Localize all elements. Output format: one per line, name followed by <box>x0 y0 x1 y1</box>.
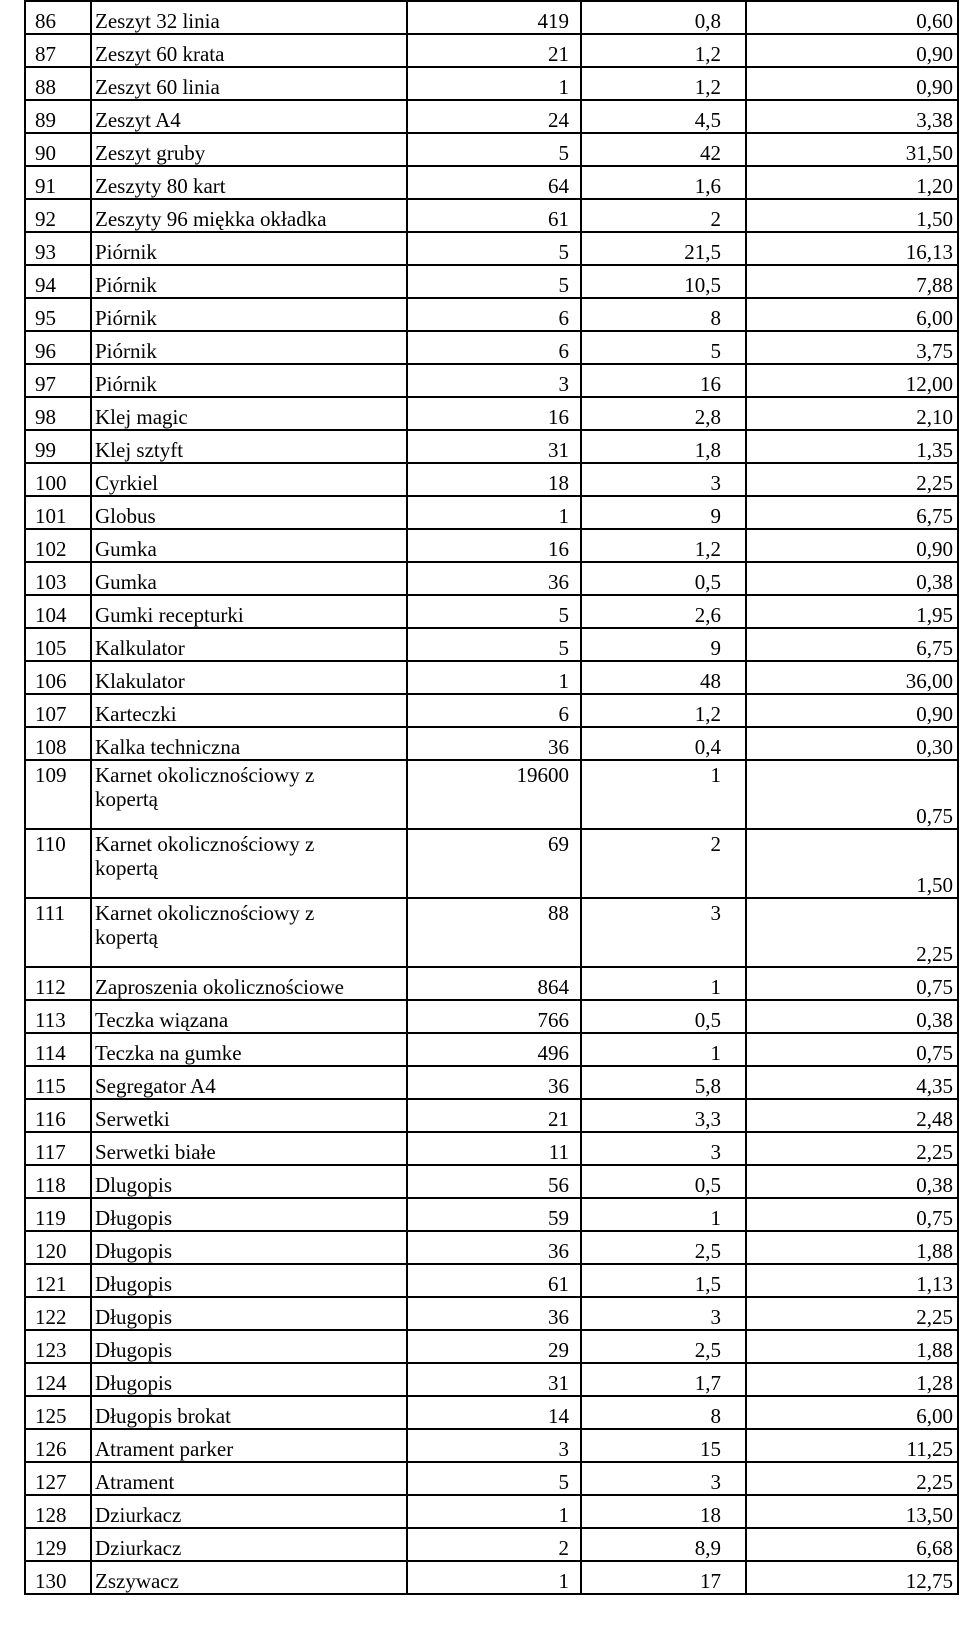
item-name-cell: Dlugopis <box>91 1165 407 1198</box>
quantity-cell: 36 <box>407 1231 581 1264</box>
table-row <box>25 967 958 1000</box>
total-cell: 11,25 <box>746 1429 958 1462</box>
unit-price-cell: 21,5 <box>581 232 746 265</box>
total-cell: 0,60 <box>746 1 958 34</box>
quantity-cell: 5 <box>407 265 581 298</box>
quantity-cell: 3 <box>407 1429 581 1462</box>
unit-price-cell: 1,6 <box>581 166 746 199</box>
quantity-cell: 19600 <box>407 760 581 829</box>
quantity-cell: 3 <box>407 364 581 397</box>
item-name-cell: Serwetki białe <box>91 1132 407 1165</box>
item-name-cell: Serwetki <box>91 1099 407 1132</box>
item-name-cell: Piórnik <box>91 298 407 331</box>
unit-price-cell: 2 <box>581 829 746 898</box>
row-number-cell: 118 <box>25 1165 91 1198</box>
row-number-cell: 122 <box>25 1297 91 1330</box>
table-row <box>25 1 958 34</box>
quantity-cell: 69 <box>407 829 581 898</box>
item-name-cell: Teczka na gumke <box>91 1033 407 1066</box>
item-name-cell <box>91 760 407 829</box>
item-name-cell: Karteczki <box>91 694 407 727</box>
quantity-cell: 1 <box>407 67 581 100</box>
item-name-cell: Klej sztyft <box>91 430 407 463</box>
quantity-cell: 36 <box>407 1066 581 1099</box>
item-name-line-2: kopertą <box>95 856 158 880</box>
unit-price-cell: 5 <box>581 331 746 364</box>
row-number-cell: 111 <box>25 898 91 967</box>
total-cell: 0,75 <box>746 760 958 829</box>
total-cell: 3,75 <box>746 331 958 364</box>
unit-price-cell: 18 <box>581 1495 746 1528</box>
quantity-cell: 5 <box>407 595 581 628</box>
quantity-cell: 36 <box>407 562 581 595</box>
total-cell: 2,25 <box>746 1462 958 1495</box>
quantity-cell: 14 <box>407 1396 581 1429</box>
table-row <box>25 496 958 529</box>
unit-price-cell: 3 <box>581 1297 746 1330</box>
quantity-cell: 36 <box>407 727 581 760</box>
row-number-cell: 126 <box>25 1429 91 1462</box>
table-row <box>25 1066 958 1099</box>
table-body <box>25 1 958 1594</box>
quantity-cell: 88 <box>407 898 581 967</box>
total-cell: 36,00 <box>746 661 958 694</box>
total-cell: 2,25 <box>746 463 958 496</box>
unit-price-cell: 3 <box>581 463 746 496</box>
row-number-cell: 99 <box>25 430 91 463</box>
unit-price-cell: 0,8 <box>581 1 746 34</box>
item-name-cell: Kalkulator <box>91 628 407 661</box>
item-name-cell: Segregator A4 <box>91 1066 407 1099</box>
unit-price-cell: 15 <box>581 1429 746 1462</box>
unit-price-cell: 9 <box>581 496 746 529</box>
unit-price-cell: 9 <box>581 628 746 661</box>
row-number-cell: 88 <box>25 67 91 100</box>
unit-price-cell: 2,8 <box>581 397 746 430</box>
unit-price-cell: 0,5 <box>581 562 746 595</box>
quantity-cell: 5 <box>407 232 581 265</box>
item-name-cell: Klakulator <box>91 661 407 694</box>
quantity-cell: 31 <box>407 1363 581 1396</box>
total-cell: 6,75 <box>746 496 958 529</box>
row-number-cell: 117 <box>25 1132 91 1165</box>
item-name-line-2: kopertą <box>95 925 158 949</box>
table-row <box>25 1165 958 1198</box>
quantity-cell: 6 <box>407 694 581 727</box>
table-row <box>25 1396 958 1429</box>
unit-price-cell: 16 <box>581 364 746 397</box>
quantity-cell: 5 <box>407 1462 581 1495</box>
item-name-cell: Zeszyty 96 miękka okładka <box>91 199 407 232</box>
unit-price-cell: 1 <box>581 1033 746 1066</box>
item-name-line-1: Karnet okolicznościowy z <box>95 763 315 787</box>
unit-price-cell: 1,7 <box>581 1363 746 1396</box>
unit-price-cell: 0,5 <box>581 1000 746 1033</box>
unit-price-cell: 8,9 <box>581 1528 746 1561</box>
table-row <box>25 100 958 133</box>
unit-price-cell: 3 <box>581 1462 746 1495</box>
total-cell: 6,68 <box>746 1528 958 1561</box>
row-number-cell: 90 <box>25 133 91 166</box>
quantity-cell: 36 <box>407 1297 581 1330</box>
item-name-cell: Zeszyt 60 linia <box>91 67 407 100</box>
unit-price-cell: 4,5 <box>581 100 746 133</box>
item-name-cell: Cyrkiel <box>91 463 407 496</box>
item-name-cell: Gumka <box>91 529 407 562</box>
item-name-cell: Dziurkacz <box>91 1495 407 1528</box>
table-row <box>25 661 958 694</box>
row-number-cell: 110 <box>25 829 91 898</box>
item-name-cell: Zeszyt 32 linia <box>91 1 407 34</box>
unit-price-cell: 2,6 <box>581 595 746 628</box>
item-name-cell <box>91 829 407 898</box>
quantity-cell: 5 <box>407 133 581 166</box>
table-row <box>25 1000 958 1033</box>
quantity-cell: 864 <box>407 967 581 1000</box>
total-cell: 2,10 <box>746 397 958 430</box>
table-row <box>25 232 958 265</box>
total-cell: 1,13 <box>746 1264 958 1297</box>
row-number-cell: 104 <box>25 595 91 628</box>
table-row <box>25 1561 958 1594</box>
quantity-cell: 1 <box>407 1495 581 1528</box>
row-number-cell: 124 <box>25 1363 91 1396</box>
row-number-cell: 109 <box>25 760 91 829</box>
table-row <box>25 595 958 628</box>
item-name-cell: Zeszyt A4 <box>91 100 407 133</box>
quantity-cell: 21 <box>407 1099 581 1132</box>
total-cell: 2,25 <box>746 898 958 967</box>
total-cell: 0,90 <box>746 529 958 562</box>
item-name-cell: Długopis <box>91 1363 407 1396</box>
row-number-cell: 113 <box>25 1000 91 1033</box>
total-cell: 12,75 <box>746 1561 958 1594</box>
table-row <box>25 1330 958 1363</box>
quantity-cell: 11 <box>407 1132 581 1165</box>
total-cell: 0,90 <box>746 694 958 727</box>
total-cell: 1,50 <box>746 829 958 898</box>
table-row <box>25 1264 958 1297</box>
total-cell: 0,38 <box>746 562 958 595</box>
total-cell: 1,28 <box>746 1363 958 1396</box>
quantity-cell: 18 <box>407 463 581 496</box>
unit-price-cell: 10,5 <box>581 265 746 298</box>
item-name-cell: Zeszyt 60 krata <box>91 34 407 67</box>
quantity-cell: 5 <box>407 628 581 661</box>
unit-price-cell: 1,2 <box>581 694 746 727</box>
unit-price-cell: 1 <box>581 967 746 1000</box>
row-number-cell: 125 <box>25 1396 91 1429</box>
table-row <box>25 1132 958 1165</box>
item-name-cell: Zeszyty 80 kart <box>91 166 407 199</box>
total-cell: 0,90 <box>746 34 958 67</box>
row-number-cell: 105 <box>25 628 91 661</box>
item-name-cell: Długopis <box>91 1231 407 1264</box>
total-cell: 2,48 <box>746 1099 958 1132</box>
unit-price-cell: 3 <box>581 898 746 967</box>
quantity-cell: 6 <box>407 298 581 331</box>
quantity-cell: 29 <box>407 1330 581 1363</box>
unit-price-cell: 1,2 <box>581 34 746 67</box>
row-number-cell: 93 <box>25 232 91 265</box>
unit-price-cell: 8 <box>581 1396 746 1429</box>
row-number-cell: 108 <box>25 727 91 760</box>
table-row <box>25 898 958 967</box>
item-name-cell: Dziurkacz <box>91 1528 407 1561</box>
row-number-cell: 107 <box>25 694 91 727</box>
row-number-cell: 97 <box>25 364 91 397</box>
row-number-cell: 116 <box>25 1099 91 1132</box>
quantity-cell: 2 <box>407 1528 581 1561</box>
row-number-cell: 92 <box>25 199 91 232</box>
total-cell: 2,25 <box>746 1132 958 1165</box>
table-row <box>25 829 958 898</box>
quantity-cell: 419 <box>407 1 581 34</box>
table-row <box>25 529 958 562</box>
item-name-cell: Atrament parker <box>91 1429 407 1462</box>
row-number-cell: 91 <box>25 166 91 199</box>
table-row <box>25 463 958 496</box>
table-row <box>25 430 958 463</box>
total-cell: 7,88 <box>746 265 958 298</box>
price-table <box>24 0 959 1595</box>
unit-price-cell: 42 <box>581 133 746 166</box>
item-name-cell: Globus <box>91 496 407 529</box>
unit-price-cell: 0,5 <box>581 1165 746 1198</box>
item-name-cell: Klej magic <box>91 397 407 430</box>
row-number-cell: 86 <box>25 1 91 34</box>
total-cell: 0,75 <box>746 1198 958 1231</box>
item-name-cell: Gumka <box>91 562 407 595</box>
table-row <box>25 1099 958 1132</box>
table-row <box>25 562 958 595</box>
table-row <box>25 727 958 760</box>
item-name-line-1: Karnet okolicznościowy z <box>95 832 315 856</box>
total-cell: 3,38 <box>746 100 958 133</box>
total-cell: 6,00 <box>746 298 958 331</box>
unit-price-cell: 8 <box>581 298 746 331</box>
row-number-cell: 127 <box>25 1462 91 1495</box>
quantity-cell: 56 <box>407 1165 581 1198</box>
quantity-cell: 1 <box>407 1561 581 1594</box>
total-cell: 0,30 <box>746 727 958 760</box>
table-row <box>25 67 958 100</box>
item-name-line-2: kopertą <box>95 787 158 811</box>
row-number-cell: 120 <box>25 1231 91 1264</box>
row-number-cell: 94 <box>25 265 91 298</box>
quantity-cell: 24 <box>407 100 581 133</box>
item-name-cell: Piórnik <box>91 331 407 364</box>
table-row <box>25 298 958 331</box>
total-cell: 0,75 <box>746 967 958 1000</box>
item-name-cell: Kalka techniczna <box>91 727 407 760</box>
total-cell: 6,00 <box>746 1396 958 1429</box>
total-cell: 1,20 <box>746 166 958 199</box>
total-cell: 0,75 <box>746 1033 958 1066</box>
table-row <box>25 1429 958 1462</box>
row-number-cell: 87 <box>25 34 91 67</box>
table-row <box>25 1198 958 1231</box>
total-cell: 1,88 <box>746 1231 958 1264</box>
table-row <box>25 331 958 364</box>
total-cell: 2,25 <box>746 1297 958 1330</box>
unit-price-cell: 3,3 <box>581 1099 746 1132</box>
row-number-cell: 115 <box>25 1066 91 1099</box>
table-row <box>25 34 958 67</box>
table-row <box>25 1528 958 1561</box>
price-table-page <box>24 0 957 1595</box>
table-row <box>25 199 958 232</box>
unit-price-cell: 1 <box>581 1198 746 1231</box>
row-number-cell: 121 <box>25 1264 91 1297</box>
unit-price-cell: 17 <box>581 1561 746 1594</box>
item-name-cell: Gumki recepturki <box>91 595 407 628</box>
quantity-cell: 1 <box>407 661 581 694</box>
row-number-cell: 89 <box>25 100 91 133</box>
item-name-cell <box>91 898 407 967</box>
quantity-cell: 21 <box>407 34 581 67</box>
quantity-cell: 1 <box>407 496 581 529</box>
table-row <box>25 166 958 199</box>
unit-price-cell: 0,4 <box>581 727 746 760</box>
table-row <box>25 1297 958 1330</box>
total-cell: 16,13 <box>746 232 958 265</box>
total-cell: 0,38 <box>746 1000 958 1033</box>
row-number-cell: 106 <box>25 661 91 694</box>
quantity-cell: 59 <box>407 1198 581 1231</box>
unit-price-cell: 1,2 <box>581 529 746 562</box>
table-row <box>25 397 958 430</box>
table-row <box>25 1363 958 1396</box>
item-name-cell: Długopis <box>91 1264 407 1297</box>
table-row <box>25 265 958 298</box>
row-number-cell: 130 <box>25 1561 91 1594</box>
row-number-cell: 98 <box>25 397 91 430</box>
table-row <box>25 1462 958 1495</box>
item-name-cell: Długopis <box>91 1330 407 1363</box>
total-cell: 1,88 <box>746 1330 958 1363</box>
row-number-cell: 128 <box>25 1495 91 1528</box>
row-number-cell: 112 <box>25 967 91 1000</box>
quantity-cell: 61 <box>407 199 581 232</box>
unit-price-cell: 2,5 <box>581 1330 746 1363</box>
item-name-cell: Długopis brokat <box>91 1396 407 1429</box>
table-row <box>25 1495 958 1528</box>
item-name-cell: Długopis <box>91 1297 407 1330</box>
row-number-cell: 119 <box>25 1198 91 1231</box>
unit-price-cell: 2,5 <box>581 1231 746 1264</box>
total-cell: 1,50 <box>746 199 958 232</box>
row-number-cell: 101 <box>25 496 91 529</box>
item-name-cell: Długopis <box>91 1198 407 1231</box>
row-number-cell: 129 <box>25 1528 91 1561</box>
row-number-cell: 95 <box>25 298 91 331</box>
unit-price-cell: 48 <box>581 661 746 694</box>
total-cell: 13,50 <box>746 1495 958 1528</box>
table-row <box>25 133 958 166</box>
table-row <box>25 694 958 727</box>
total-cell: 6,75 <box>746 628 958 661</box>
item-name-cell: Zeszyt gruby <box>91 133 407 166</box>
item-name-cell: Piórnik <box>91 364 407 397</box>
table-row <box>25 364 958 397</box>
unit-price-cell: 2 <box>581 199 746 232</box>
quantity-cell: 64 <box>407 166 581 199</box>
item-name-cell: Piórnik <box>91 232 407 265</box>
row-number-cell: 102 <box>25 529 91 562</box>
table-row <box>25 1231 958 1264</box>
total-cell: 12,00 <box>746 364 958 397</box>
quantity-cell: 31 <box>407 430 581 463</box>
row-number-cell: 96 <box>25 331 91 364</box>
total-cell: 0,38 <box>746 1165 958 1198</box>
unit-price-cell: 1,8 <box>581 430 746 463</box>
item-name-cell: Zaproszenia okolicznościowe <box>91 967 407 1000</box>
table-row <box>25 628 958 661</box>
row-number-cell: 123 <box>25 1330 91 1363</box>
item-name-line-1: Karnet okolicznościowy z <box>95 901 315 925</box>
quantity-cell: 6 <box>407 331 581 364</box>
unit-price-cell: 3 <box>581 1132 746 1165</box>
unit-price-cell: 5,8 <box>581 1066 746 1099</box>
total-cell: 4,35 <box>746 1066 958 1099</box>
total-cell: 0,90 <box>746 67 958 100</box>
total-cell: 31,50 <box>746 133 958 166</box>
total-cell: 1,95 <box>746 595 958 628</box>
table-row <box>25 1033 958 1066</box>
item-name-cell: Teczka wiązana <box>91 1000 407 1033</box>
quantity-cell: 16 <box>407 397 581 430</box>
quantity-cell: 496 <box>407 1033 581 1066</box>
quantity-cell: 61 <box>407 1264 581 1297</box>
item-name-cell: Zszywacz <box>91 1561 407 1594</box>
row-number-cell: 114 <box>25 1033 91 1066</box>
quantity-cell: 16 <box>407 529 581 562</box>
unit-price-cell: 1,5 <box>581 1264 746 1297</box>
table-row <box>25 760 958 829</box>
item-name-cell: Piórnik <box>91 265 407 298</box>
item-name-cell: Atrament <box>91 1462 407 1495</box>
quantity-cell: 766 <box>407 1000 581 1033</box>
row-number-cell: 100 <box>25 463 91 496</box>
unit-price-cell: 1,2 <box>581 67 746 100</box>
unit-price-cell: 1 <box>581 760 746 829</box>
total-cell: 1,35 <box>746 430 958 463</box>
row-number-cell: 103 <box>25 562 91 595</box>
